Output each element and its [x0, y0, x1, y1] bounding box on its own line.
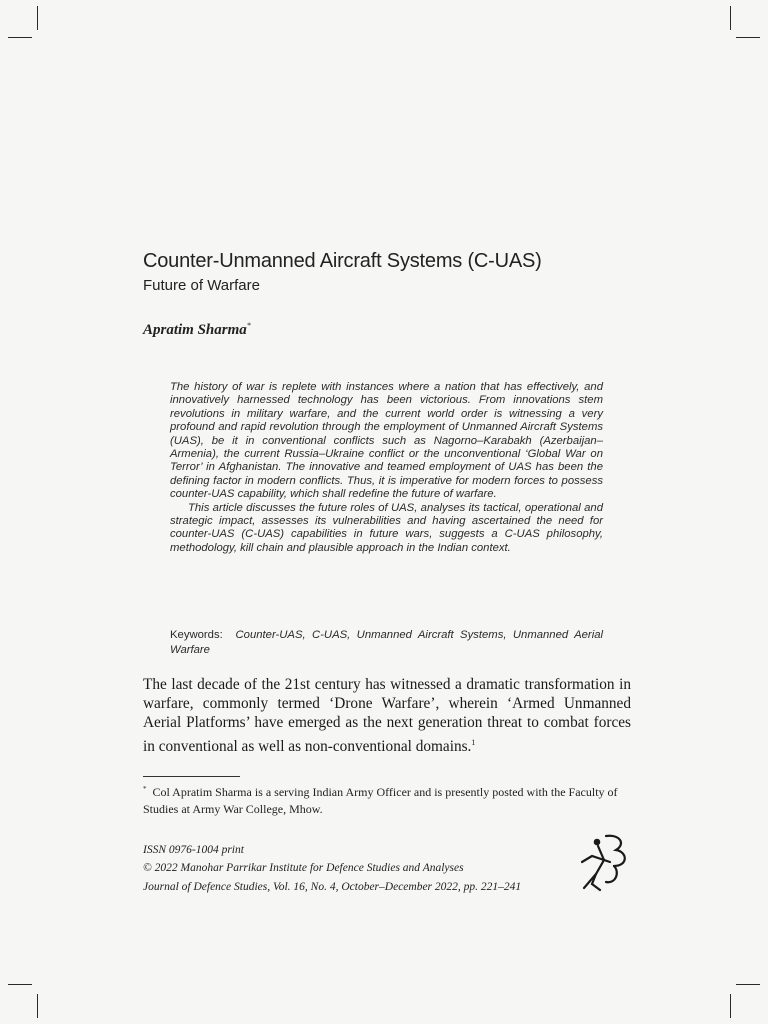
journal-figure-logo-icon: [570, 832, 634, 894]
author-name-text: Apratim Sharma: [143, 322, 247, 338]
footnote: [143, 781, 633, 818]
journal-citation: Journal of Defence Studies, Vol. 16, No. 4, October–December 2022, pp. 221–241: [143, 880, 522, 893]
body-footnote-ref: 1: [471, 737, 476, 747]
author-name: [143, 321, 251, 339]
abstract-paragraph-2: This article discusses the future roles of UAS, analyses its tactical, operational and strategic impact, assesses its vulnerabilities and having ascertained the need for counter-UAS (C-UAS) capabilities in future wars, suggests a C-UAS philosophy, methodology, kill chain and plausible approach in the Indian context.: [170, 501, 603, 554]
copyright: © 2022 Manohar Parrikar Institute for Defence Studies and Analyses: [143, 862, 464, 875]
body-paragraph: [143, 675, 631, 756]
footnote-text: Col Apratim Sharma is a serving Indian Army Officer and is presently posted with the Faculty of Studies at Army War College, Mhow.: [143, 785, 618, 816]
publication-info: [143, 841, 583, 896]
crop-mark: [730, 6, 731, 30]
body-paragraph-text: The last decade of the 21st century has witnessed a dramatic transformation in warfare, commonly termed ‘Drone Warfare’, wherein ‘Armed Unmanned Aerial Platforms’ have emerged as the next generation threat to combat forces in conventional as well as non-conventional domains.: [143, 676, 631, 755]
abstract: [170, 381, 603, 555]
crop-mark: [730, 994, 731, 1018]
abstract-paragraph-1: The history of war is replete with instances where a nation that has effectively, and innovatively harnessed technology has been victorious. From innovations stem revolutions in military warfare, and the current world order is witnessing a very profound and rapid revolution through the employment of Unmanned Aircraft Systems (UAS), be it in conventional conflicts such as Nagorno–Karabakh (Azerbaijan–Armenia), the current Russia–Ukraine conflict or the unconventional ‘Global War on Terror’ in Afghanistan. The innovative and teamed employment of UAS has been the defining factor in modern conflicts. Thus, it is imperative for modern forces to possess counter-UAS capability, which shall redefine the future of warfare.: [170, 381, 603, 501]
keywords-list: Counter-UAS, C-UAS, Unmanned Aircraft Systems, Unmanned Aerial Warfare: [170, 629, 603, 656]
issn: ISSN 0976-1004 print: [143, 844, 244, 856]
keywords: [170, 628, 603, 657]
crop-mark: [736, 984, 760, 985]
crop-mark: [736, 37, 760, 38]
footnote-mark: *: [143, 785, 147, 793]
crop-mark: [8, 37, 32, 38]
footnote-divider: [143, 776, 240, 777]
author-footnote-mark: *: [246, 321, 251, 330]
keywords-label: Keywords:: [170, 629, 223, 641]
article-subtitle: Future of Warfare: [143, 277, 260, 294]
crop-mark: [8, 984, 32, 985]
article-title: Counter-Unmanned Aircraft Systems (C-UAS): [143, 250, 542, 272]
crop-mark: [37, 994, 38, 1018]
crop-mark: [37, 6, 38, 30]
